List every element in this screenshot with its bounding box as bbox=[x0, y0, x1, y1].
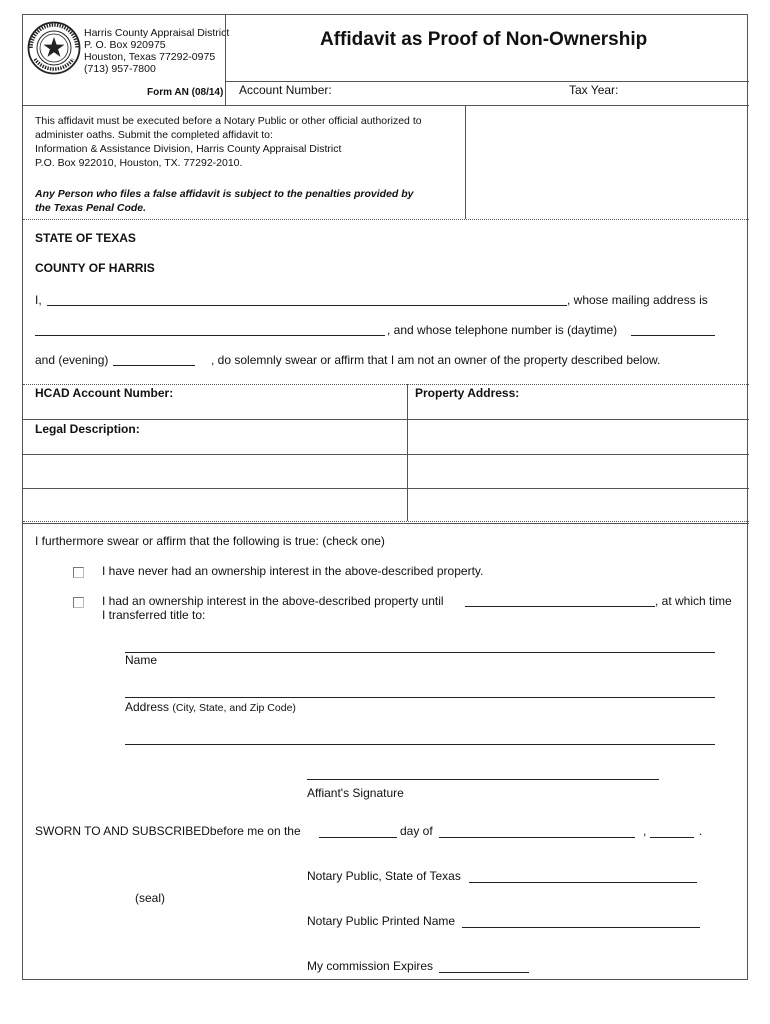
notary-public-label: Notary Public, State of Texas bbox=[307, 869, 461, 883]
instructions-line-2: administer oaths. Submit the completed affidavit to: bbox=[35, 129, 273, 141]
day-of-label: day of bbox=[400, 824, 433, 838]
never-owned-checkbox[interactable] bbox=[73, 567, 84, 578]
org-city: Houston, Texas 77292-0975 bbox=[84, 51, 216, 63]
county-heading: COUNTY OF HARRIS bbox=[35, 261, 155, 275]
sworn-year-field[interactable] bbox=[650, 837, 694, 838]
daytime-phone-field[interactable] bbox=[631, 335, 715, 336]
form-id: Form AN (08/14) bbox=[147, 87, 224, 98]
evening-label: and (evening) bbox=[35, 353, 109, 367]
statements-intro: I furthermore swear or affirm that the following is true: (check one) bbox=[35, 534, 385, 548]
org-po-box: P. O. Box 920975 bbox=[84, 39, 166, 51]
instructions-line-1: This affidavit must be executed before a Notary Public or other official authorized to bbox=[35, 115, 422, 127]
org-name: Harris County Appraisal District bbox=[84, 27, 230, 39]
mailing-address-field[interactable] bbox=[35, 335, 385, 336]
transferee-address-line-2[interactable] bbox=[125, 744, 715, 745]
at-which-time-label: , at which time bbox=[655, 594, 732, 608]
affidavit-form bbox=[22, 14, 748, 980]
instructions-line-4: P.O. Box 922010, Houston, TX. 77292-2010. bbox=[35, 157, 243, 169]
sworn-month-field[interactable] bbox=[439, 837, 635, 838]
notary-signature-field[interactable] bbox=[469, 882, 697, 883]
state-heading: STATE OF TEXAS bbox=[35, 231, 136, 245]
instructions-line-3: Information & Assistance Division, Harris County Appraisal District bbox=[35, 143, 342, 155]
never-owned-label: I have never had an ownership interest in the above-described property. bbox=[102, 564, 484, 578]
notary-printed-name-label: Notary Public Printed Name bbox=[307, 914, 456, 928]
affiant-signature-label: Affiant's Signature bbox=[307, 786, 404, 800]
sworn-day-field[interactable] bbox=[319, 837, 397, 838]
ownership-end-date-field[interactable] bbox=[465, 606, 655, 607]
hcad-account-label: HCAD Account Number: bbox=[35, 386, 174, 400]
tax-year-label: Tax Year: bbox=[569, 83, 619, 97]
notary-printed-name-field[interactable] bbox=[462, 927, 700, 928]
previously-owned-checkbox[interactable] bbox=[73, 597, 84, 608]
comma-separator: , bbox=[643, 824, 647, 838]
mailing-address-label: , whose mailing address is bbox=[567, 293, 708, 307]
transferee-name-label: Name bbox=[125, 653, 158, 667]
transferee-address-label: Address (City, State, and Zip Code) bbox=[125, 700, 296, 714]
account-number-label: Account Number: bbox=[239, 83, 332, 97]
affiant-i-label: I, bbox=[35, 293, 42, 307]
transferred-title-label: I transferred title to: bbox=[102, 608, 206, 622]
previously-owned-label: I had an ownership interest in the above-described property until bbox=[102, 594, 444, 608]
hcad-seal bbox=[27, 21, 81, 75]
penalty-warning-2: the Texas Penal Code. bbox=[35, 202, 147, 214]
affiant-signature-field[interactable] bbox=[307, 779, 659, 780]
transferee-address-field[interactable] bbox=[125, 697, 715, 698]
evening-phone-field[interactable] bbox=[113, 365, 195, 366]
address-hint: (City, State, and Zip Code) bbox=[172, 702, 296, 714]
swear-statement: , do solemnly swear or affirm that I am not an owner of the property described below. bbox=[211, 353, 661, 367]
header-divider bbox=[225, 15, 226, 105]
transferee-name-field[interactable] bbox=[125, 652, 715, 653]
page-title: Affidavit as Proof of Non-Ownership bbox=[320, 29, 648, 50]
penalty-warning-1: Any Person who files a false affidavit is subject to the penalties provided by bbox=[35, 188, 414, 200]
period-separator: . bbox=[699, 824, 703, 838]
property-address-label: Property Address: bbox=[415, 386, 520, 400]
telephone-label: , and whose telephone number is (daytime) bbox=[387, 323, 618, 337]
commission-expires-field[interactable] bbox=[439, 972, 529, 973]
legal-description-label: Legal Description: bbox=[35, 422, 140, 436]
commission-expires-label: My commission Expires bbox=[307, 959, 434, 973]
affiant-name-field[interactable] bbox=[47, 305, 567, 306]
sworn-statement: SWORN TO AND SUBSCRIBEDbefore me on the bbox=[35, 824, 301, 838]
seal-label: (seal) bbox=[135, 891, 166, 905]
org-phone: (713) 957-7800 bbox=[84, 63, 156, 75]
